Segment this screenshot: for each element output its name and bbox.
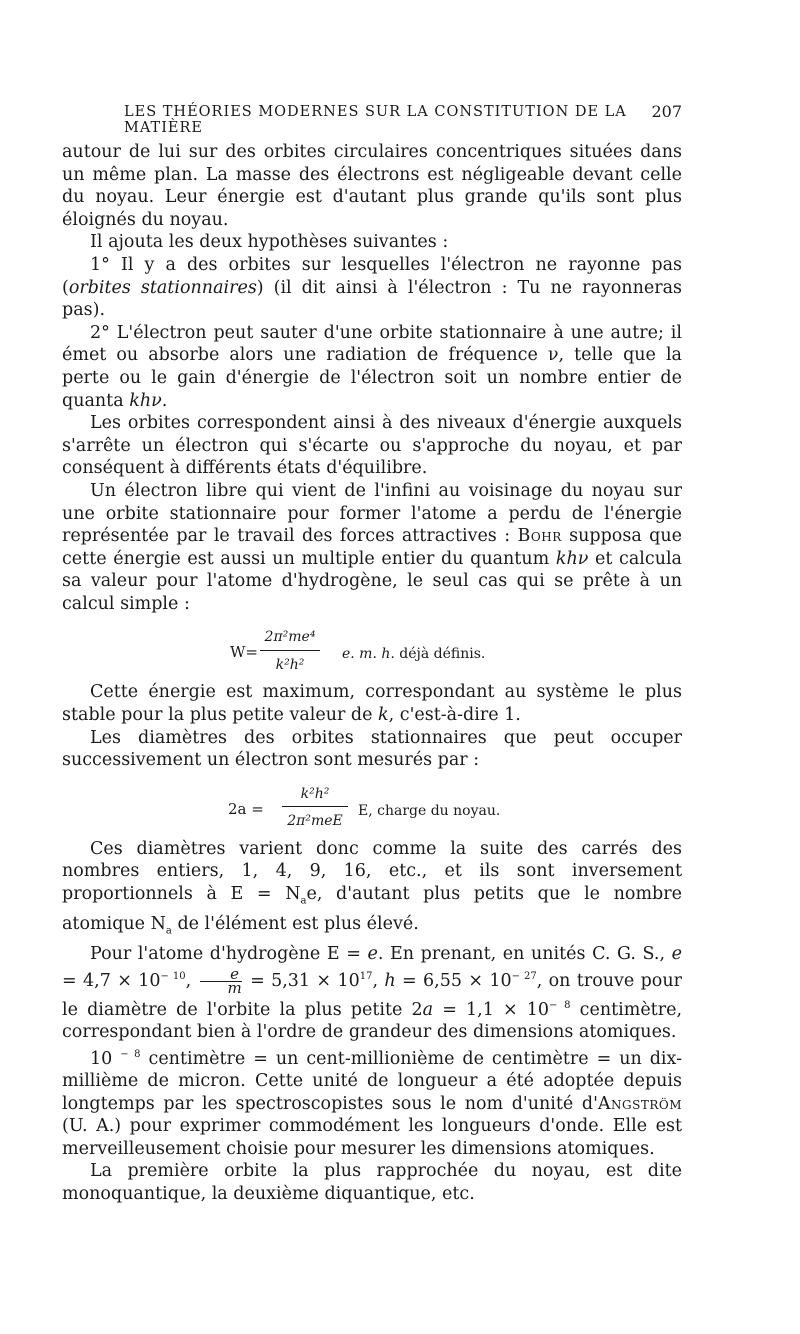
- paragraph-6-text-a: Un électron libre qui vient de l'infini au voisinage du noyau sur une orbite stationnaire pour former l'atome a perdu de l'énergie représentée par le travail des forces attractives :: [62, 480, 682, 547]
- formula-2-note: E, charge du noyau.: [358, 802, 501, 819]
- paragraph-12: La première orbite la plus rapprochée du noyau, est dite monoquantique, la deuxième diquantique, etc.: [62, 1161, 682, 1205]
- p11-c: (U. A.) pour exprimer commodément les longueurs d'onde. Elle est merveilleusement choisie pour mesurer les dimensions atomiques.: [62, 1116, 682, 1159]
- diameter-formula: [62, 772, 682, 838]
- paragraph-9-text-a: Ces diamètres varient donc comme la suite des carrés des nombres entiers, 1, 4, 9, 16, etc., et ils sont inversement proportionnels à E = N: [62, 838, 682, 905]
- author-bohr: Bohr: [517, 526, 562, 547]
- p10-i: , on trouve pour le diamètre de l'orbite la plus petite 2: [62, 970, 682, 1020]
- formula-1-lhs: W=: [230, 643, 258, 662]
- paragraph-4: [62, 322, 682, 412]
- formula-1-note-text: déjà définis.: [394, 646, 486, 663]
- p10-exp3: − 27: [511, 970, 537, 982]
- formula-1-note: [342, 643, 485, 666]
- paragraph-4-text-b: .: [161, 390, 168, 411]
- formula-2-lhs: 2a =: [228, 799, 264, 818]
- formula-1-note-italic: e. m. h.: [342, 646, 395, 663]
- p10-h: h: [384, 970, 396, 991]
- paragraph-9: [62, 838, 682, 943]
- paragraph-6-italic: khν: [555, 548, 589, 569]
- p10-a: Pour l'atome d'hydrogène E =: [90, 944, 368, 965]
- paragraph-9-text-b: e, d'autant plus petits que le nombre atomique N: [62, 884, 682, 935]
- p11-b: centimètre = un cent-millionième de centimètre = un dix-millième de micron. Cette unité de longueur a été adoptée depuis longtemps par les spectroscopistes sous le nom d'unité d': [62, 1048, 683, 1114]
- formula-2-numerator: k²h²: [300, 785, 330, 802]
- paragraph-3-italic: orbites stationnaires: [68, 277, 257, 298]
- paragraph-3-text-a: 1° Il y a des orbites sur lesquelles l'électron ne rayonne pas (: [62, 254, 682, 298]
- paragraph-11: [62, 1044, 682, 1161]
- p10-exp4: − 8: [549, 999, 571, 1011]
- paragraph-9-text-c: de l'élément est plus élevé.: [171, 914, 419, 935]
- formula-1-fraction: [260, 625, 320, 675]
- formula-1-numerator: 2π²me⁴: [264, 629, 316, 646]
- p10-exp2: 17: [359, 970, 373, 982]
- page-body: [62, 141, 682, 1206]
- paragraph-1: autour de lui sur des orbites circulaires concentriques situées dans un même plan. La masse des électrons est négligeable devant celle du noyau. Leur énergie est d'autant plus grande qu'ils sont plus éloignés du noyau.: [62, 142, 682, 230]
- formula-1-denominator: k²h²: [275, 657, 305, 674]
- paragraph-7-italic: k: [378, 705, 389, 726]
- paragraph-8: Les diamètres des orbites stationnaires que peut occuper successivement un électron sont mesurés par :: [62, 727, 682, 771]
- p10-frac-num: e: [230, 964, 240, 983]
- paragraph-3-text-b: ) (il dit ainsi à l'électron : Tu ne rayonneras pas).: [62, 277, 682, 321]
- paragraph-3: [62, 254, 682, 322]
- running-header: [62, 98, 682, 136]
- p10-frac-den: m: [200, 981, 242, 995]
- formula-2-fraction: [282, 782, 348, 832]
- author-angstrom: Angström: [597, 1093, 682, 1114]
- formula-2-denominator: 2π²meE: [287, 813, 343, 830]
- paragraph-10: [62, 943, 682, 1043]
- paragraph-9-sub-1: a: [300, 895, 307, 907]
- p10-e: = 5,31 × 10: [243, 970, 360, 991]
- p11-exp: − 8: [120, 1048, 141, 1060]
- p10-c: = 4,7 × 10: [62, 970, 161, 991]
- p10-j: = 1,1 × 10: [433, 999, 550, 1020]
- p10-f: ,: [372, 970, 385, 991]
- p10-e2: e: [671, 944, 682, 965]
- p10-b: . En prenant, en unités C. G. S.,: [377, 944, 672, 965]
- p10-a-var: a: [422, 999, 434, 1020]
- paragraph-5: Les orbites correspondent ainsi à des niveaux d'énergie auxquels s'arrête un électron qui s'écarte ou s'approche du noyau, et par conséquent à différents états d'équilibre.: [62, 413, 682, 479]
- p10-g: = 6,55 × 10: [395, 970, 512, 991]
- paragraph-6-text-b: supposa que cette énergie est aussi un multiple entier du quantum: [62, 526, 682, 569]
- e-over-m-fraction: [200, 964, 242, 997]
- paragraph-6-text-c: et calcula sa valeur pour l'atome d'hydrogène, le seul cas qui se prête à un calcul simple :: [62, 548, 682, 614]
- paragraph-4-italic: khν: [129, 390, 162, 411]
- p10-exp1: − 10: [160, 970, 186, 982]
- paragraph-2: Il ajouta les deux hypothèses suivantes :: [90, 232, 449, 253]
- paragraph-7-text-a: Cette énergie est maximum, correspondant au système le plus stable pour la plus petite valeur de: [62, 682, 682, 726]
- running-title: LES THÉORIES MODERNES SUR LA CONSTITUTION DE LA MATIÈRE: [124, 104, 627, 136]
- paragraph-4-text-a: 2° L'électron peut sauter d'une orbite stationnaire à une autre; il émet ou absorbe alors une radiation de fréquence ν, telle que la perte ou le gain d'énergie de l'électron soit un nombre entier de quanta: [62, 322, 682, 411]
- p10-d: ,: [185, 970, 198, 991]
- paragraph-9-sub-2: a: [165, 925, 172, 937]
- p10-k: centimètre, correspondant bien à l'ordre de grandeur des dimensions atomiques.: [62, 999, 683, 1043]
- energy-formula: [62, 615, 682, 681]
- p11-a: 10: [90, 1048, 121, 1069]
- paragraph-6: [62, 480, 682, 616]
- page-number: 207: [651, 102, 682, 121]
- paragraph-7: [62, 681, 682, 726]
- paragraph-7-text-b: , c'est-à-dire 1.: [388, 705, 521, 726]
- p10-e1: e: [367, 944, 378, 965]
